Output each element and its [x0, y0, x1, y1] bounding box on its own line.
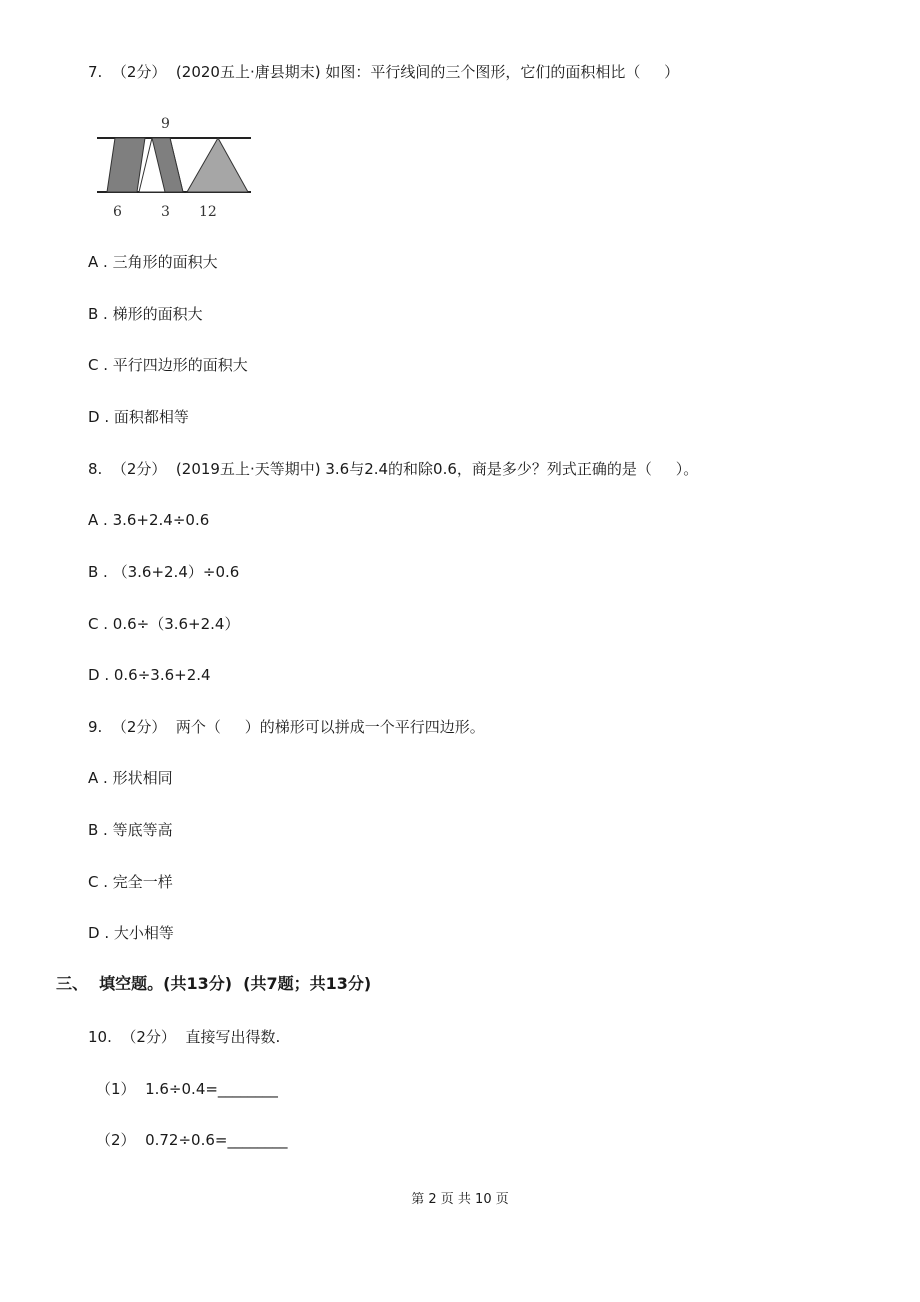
q7-option-c[interactable]: C . 平行四边形的面积大: [88, 356, 248, 374]
q9-option-a[interactable]: A . 形状相同: [88, 769, 173, 787]
q9-option-d[interactable]: D . 大小相等: [88, 924, 174, 942]
figure-bottom-label-3: 12: [199, 204, 217, 220]
q8-option-c[interactable]: C . 0.6÷（3.6+2.4）: [88, 615, 240, 633]
triangle-shape: [187, 138, 248, 192]
q10-sub-2[interactable]: （2） 0.72÷0.6=________: [96, 1131, 288, 1149]
figure-bottom-label-2: 3: [161, 204, 170, 220]
figure-svg: [95, 112, 255, 222]
figure-bottom-label-1: 6: [113, 204, 122, 220]
page-footer: 第 2 页 共 10 页: [411, 1192, 509, 1207]
parallel-lines-figure: [95, 112, 255, 222]
q9-option-b[interactable]: B . 等底等高: [88, 821, 173, 839]
q7-option-a[interactable]: A . 三角形的面积大: [88, 253, 218, 271]
q7-option-d[interactable]: D . 面积都相等: [88, 408, 189, 426]
question-9-text: 9. （2分） 两个（ ）的梯形可以拼成一个平行四边形。: [88, 718, 485, 736]
question-7-text: 7. （2分） (2020五上·唐县期末) 如图：平行线间的三个图形，它们的面积相比（ ）: [88, 63, 680, 81]
section-3-title: 三、 填空题。(共13分) (共7题；共13分): [56, 974, 372, 993]
q7-option-b[interactable]: B . 梯形的面积大: [88, 305, 203, 323]
q8-option-a[interactable]: A . 3.6+2.4÷0.6: [88, 511, 210, 529]
figure-top-label: 9: [161, 116, 170, 132]
q8-option-b[interactable]: B . （3.6+2.4）÷0.6: [88, 563, 240, 581]
question-8-text: 8. （2分） (2019五上·天等期中) 3.6与2.4的和除0.6，商是多少？列式正确的是（ ）。: [88, 460, 699, 478]
q9-option-c[interactable]: C . 完全一样: [88, 873, 173, 891]
q10-sub-1[interactable]: （1） 1.6÷0.4=________: [96, 1080, 278, 1098]
parallelogram-shape: [107, 138, 145, 192]
q8-option-d[interactable]: D . 0.6÷3.6+2.4: [88, 666, 211, 684]
question-10-text: 10. （2分） 直接写出得数.: [88, 1028, 281, 1046]
